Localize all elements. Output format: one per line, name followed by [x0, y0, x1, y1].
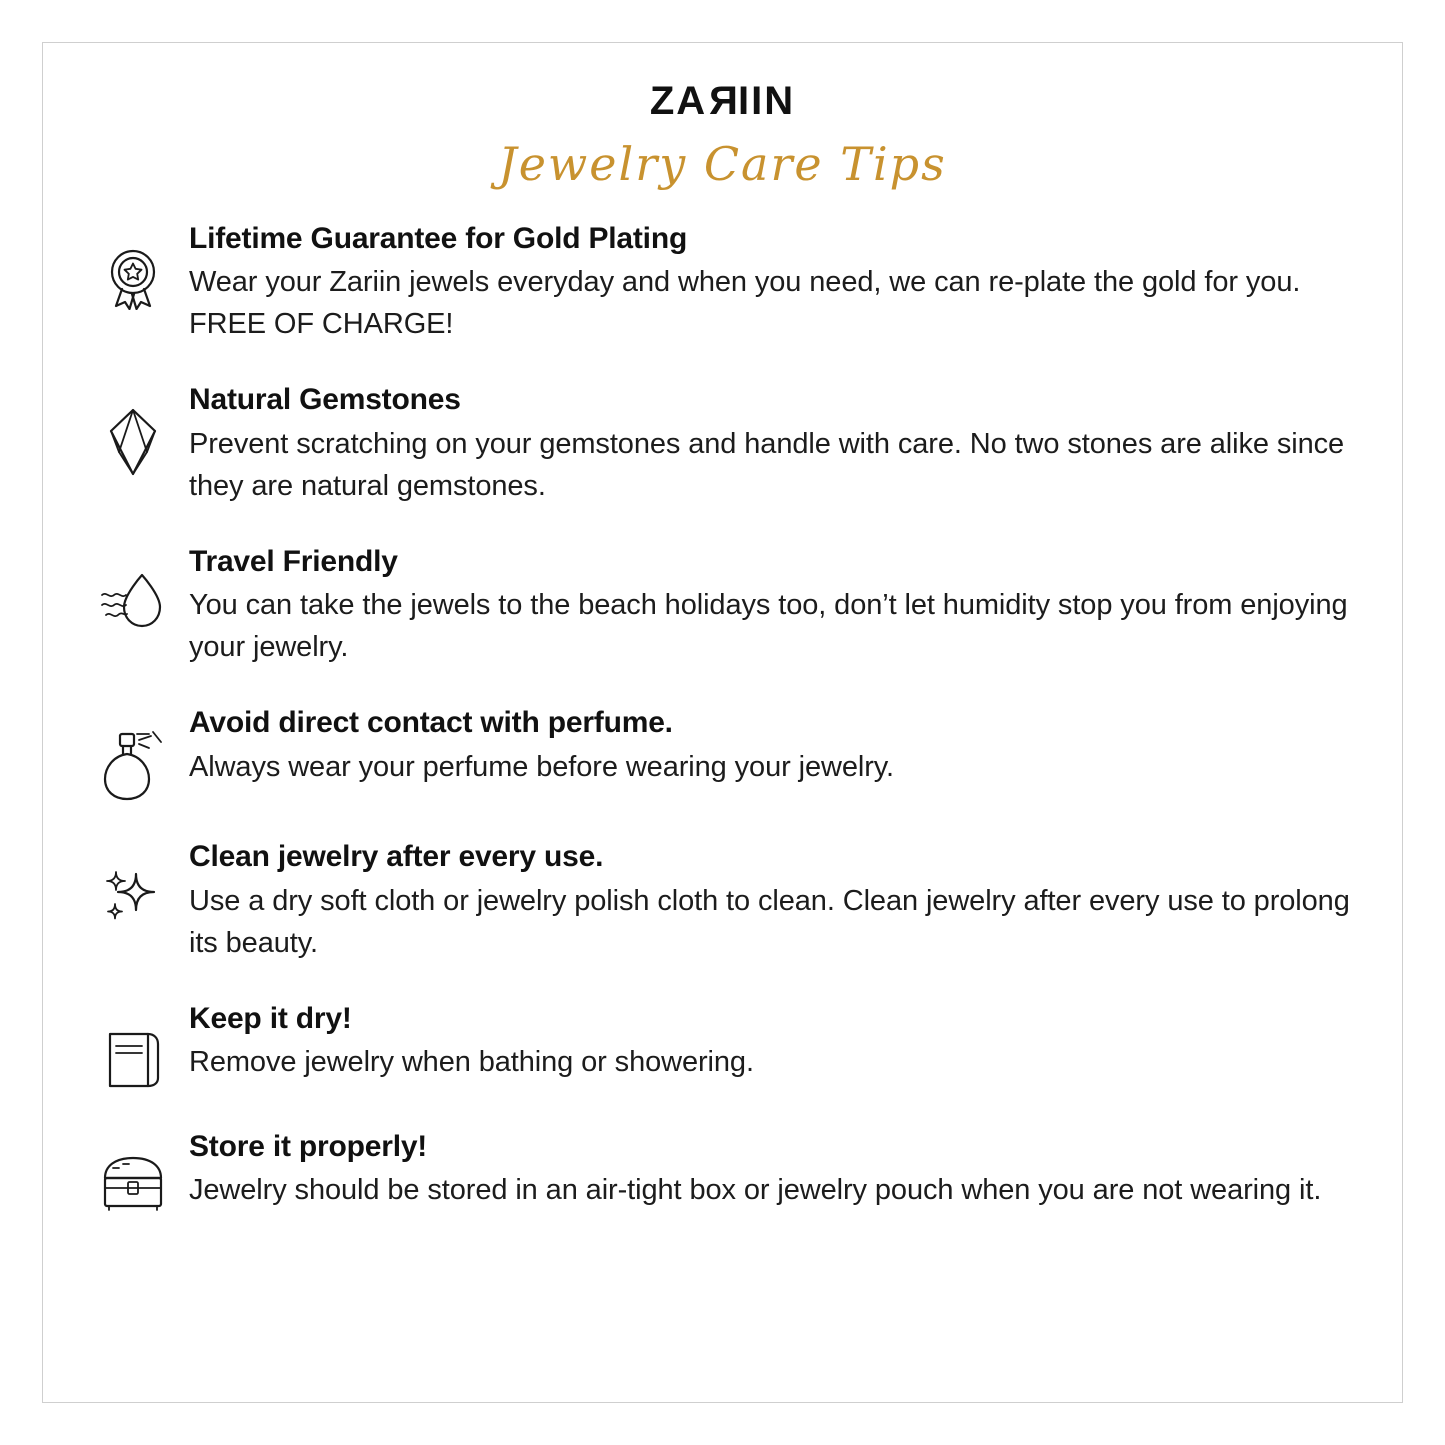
tip-item: [77, 220, 1368, 346]
gemstone-icon: [77, 381, 189, 477]
tip-body: [189, 1128, 1368, 1212]
tip-body: [189, 381, 1368, 507]
tip-item: [77, 704, 1368, 802]
brand-text-part2: IIN: [738, 79, 796, 123]
tip-text: Always wear your perfume before wearing your jewelry.: [189, 750, 894, 783]
brand-logo: [43, 81, 1402, 121]
jewelry-box-icon: [77, 1128, 189, 1212]
towel-icon: [77, 1000, 189, 1092]
care-tips-card: [42, 42, 1403, 1403]
tip-body: [189, 220, 1368, 346]
tip-title: Natural Gemstones: [189, 383, 461, 417]
tip-item: [77, 381, 1368, 507]
tip-title: Avoid direct contact with perfume.: [189, 706, 673, 740]
tip-text: Prevent scratching on your gemstones and handle with care. No two stones are alike since they are natural gemstones.: [189, 427, 1345, 502]
tip-body: [189, 704, 1368, 788]
perfume-bottle-no-spray-icon: [77, 704, 189, 802]
tip-body: [189, 1000, 1368, 1084]
tip-item: [77, 543, 1368, 669]
tip-text: Use a dry soft cloth or jewelry polish cloth to clean. Clean jewelry after every use to prolong its beauty.: [189, 884, 1350, 959]
tips-list: [43, 220, 1402, 1212]
brand-text-flipped-r: R: [707, 79, 739, 123]
tip-title: Lifetime Guarantee for Gold Plating: [189, 221, 688, 255]
tip-body: [189, 543, 1368, 669]
tip-title: Travel Friendly: [189, 544, 398, 578]
tip-item: [77, 1000, 1368, 1092]
tip-title: Clean jewelry after every use.: [189, 840, 604, 874]
tip-text: Remove jewelry when bathing or showering.: [189, 1046, 754, 1079]
tip-item: [77, 838, 1368, 964]
tip-body: [189, 838, 1368, 964]
award-badge-icon: [77, 220, 189, 310]
tip-text: Jewelry should be stored in an air-tight box or jewelry pouch when you are not wearing it.: [189, 1174, 1322, 1207]
sparkle-icon: [77, 838, 189, 926]
brand-text-part1: ZA: [649, 79, 708, 123]
tip-title: Store it properly!: [189, 1129, 428, 1163]
water-drop-waves-icon: [77, 543, 189, 631]
tip-text: Wear your Zariin jewels everyday and when you need, we can re-plate the gold for you. FREE OF CHARGE!: [189, 266, 1301, 341]
tip-text: You can take the jewels to the beach holidays too, don’t let humidity stop you from enjoying your jewelry.: [189, 589, 1348, 664]
tip-title: Keep it dry!: [189, 1001, 352, 1035]
page-title: Jewelry Care Tips: [498, 137, 947, 191]
tip-item: [77, 1128, 1368, 1212]
